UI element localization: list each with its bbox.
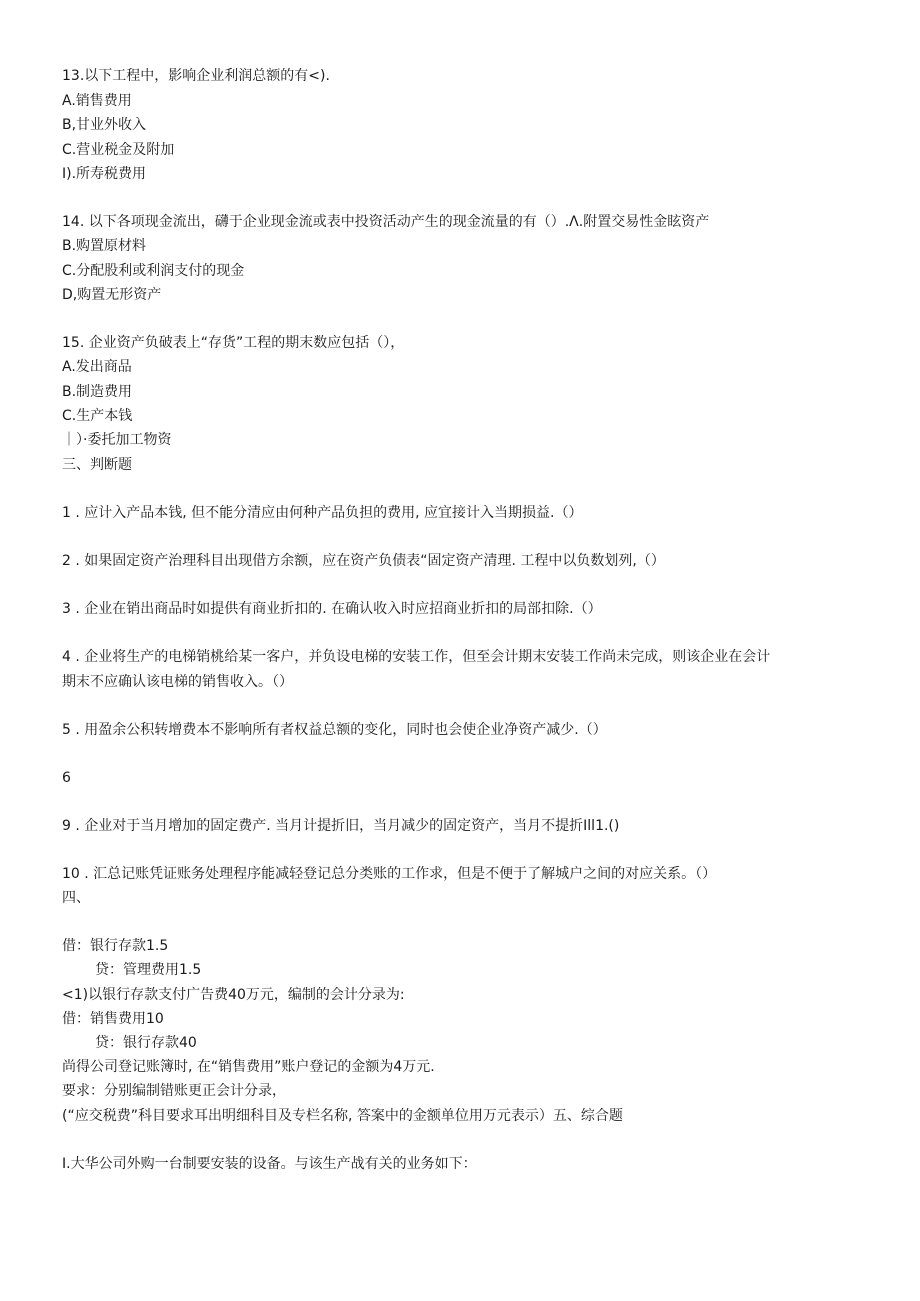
judge-item-4-line2: 期末不应确认该电梯的销售收入。（）: [62, 674, 293, 690]
q14-option-d: D,购置无形资产: [62, 287, 162, 303]
judge-item-3: 3 . 企业在销出商品时如提供有商业折扣的. 在确认收入时应招商业折扣的局部扣除.（）: [62, 601, 602, 617]
entry-1-credit: 贷：管理费用1.5: [95, 962, 202, 978]
entry-1-debit: 借：银行存款1.5: [62, 938, 169, 954]
comprehensive-item-1: I.大华公司外购一台制要安装的设备。与该生产战有关的业务如下：: [62, 1156, 477, 1172]
q13-option-a: A.销售费用: [62, 93, 132, 109]
judge-item-5: 5 . 用盈余公积转增费本不影响所有者权益总额的变化，同时也会使企业净资产减少.（）: [62, 722, 607, 738]
judge-item-4-line1: 4 . 企业将生产的电梯销桃给某一客户，并负设电梯的安装工作，但至会计期末安装工作尚未完成，则该企业在会计: [62, 649, 771, 665]
q15-option-a: A.发出商品: [62, 359, 132, 375]
section-heading-judgment: 三、判断题: [62, 457, 132, 473]
section-heading-four: 四、: [62, 890, 90, 906]
q13-stem: 13.以下工程中，影响企业利润总额的有<).: [62, 68, 330, 84]
judge-item-10: 10 . 汇总记账凭证账务处理程序能减轻登记总分类账的工作求，但是不便于了解城户之间的对应关系。（）: [62, 866, 717, 882]
q15-option-c: C.生产本钱: [62, 408, 133, 424]
entry-requirement-note: (“应交税费”科目要求耳出明细科目及专栏名称, 答案中的金额单位用万元表示）五、综合题: [62, 1108, 623, 1124]
judge-item-6: 6: [62, 770, 71, 786]
entry-note: 尚得公司登记账簿时, 在“销售费用”账户登记的金额为4万元.: [62, 1059, 435, 1075]
q13-option-c: C.营业税金及附加: [62, 142, 175, 158]
q15-option-b: B.制造费用: [62, 384, 133, 400]
q13-option-d: I).所寿税费用: [62, 166, 147, 182]
judge-item-1: 1 . 应计入产品本钱, 但不能分清应由何种产品负担的费用, 应宜接计入当期损益.（）: [62, 505, 583, 521]
entry-2-debit: 借：销售费用10: [62, 1011, 164, 1027]
q13-option-b: B,甘业外收入: [62, 117, 147, 133]
judge-item-2: 2 . 如果固定资产治理科目出现借方余额，应在资产负债表“固定资产清理. 工程中以负数划列,（）: [62, 553, 665, 569]
q14-option-b: B.购置原材料: [62, 238, 147, 254]
q15-option-d: ｜）·委托加工物资: [62, 432, 172, 448]
entry-2-intro: <1)以银行存款支付广告费40万元，编制的会计分录为:: [62, 987, 405, 1003]
judge-item-9: 9 . 企业对于当月增加的固定费产. 当月计提折旧，当月减少的固定资产，当月不提折Ill1.(): [62, 818, 620, 834]
q14-option-c: C.分配股利或利润支付的现金: [62, 263, 245, 279]
q15-stem: 15. 企业资产负破表上“存货”工程的期末数应包括（），: [62, 335, 405, 351]
entry-2-credit: 贷：银行存款40: [95, 1035, 197, 1051]
entry-requirement: 要求：分别编制错账更正会计分录，: [62, 1083, 286, 1099]
q14-stem: 14. 以下各项现金流出，礴于企业现金流或表中投资活动产生的现金流量的有（）.Λ.附置交易性金眩资产: [62, 214, 710, 230]
